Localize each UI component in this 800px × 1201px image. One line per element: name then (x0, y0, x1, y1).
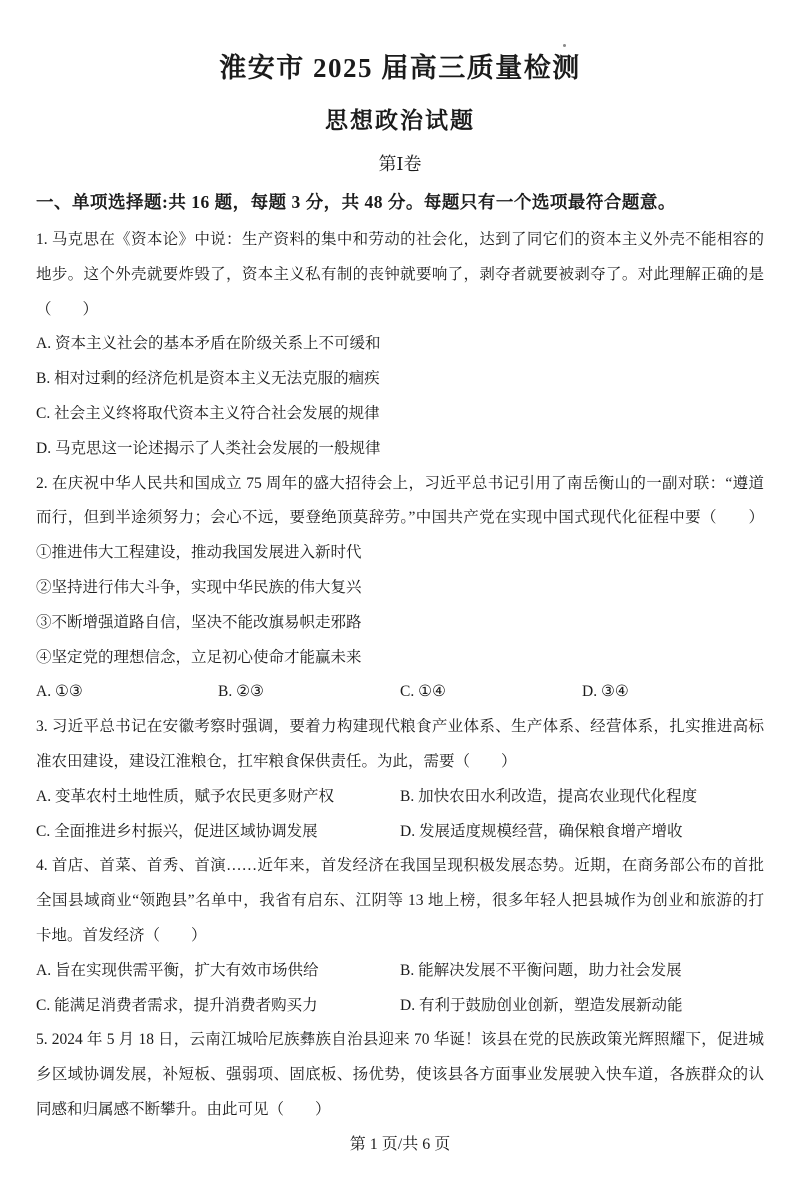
question-4 (36, 849, 764, 1023)
question-4-stem-line-3: 卡地。首发经济（ ） (36, 926, 207, 944)
question-2-option-d: D. ③④ (582, 683, 629, 701)
question-5-stem-line-3: 同感和归属感不断攀升。由此可见（ ） (36, 1100, 331, 1118)
footer-page-indicator: 第 1 页/共 6 页 (349, 1136, 451, 1153)
question-3-option-d: D. 发展适度规模经营，确保粮食增产增收 (400, 822, 683, 840)
question-1-option-a: A. 资本主义社会的基本矛盾在阶级关系上不可缓和 (36, 335, 381, 353)
question-2-statement-4: ④坚定党的理想信念，立足初心使命才能赢未来 (36, 648, 362, 666)
question-2-stem-line-2: 而行，但到半途须努力；会心不远，要登绝顶莫辞劳。”中国共产党在实现中国式现代化征程中要（ ） (36, 509, 764, 527)
question-2-stem-line-1: 2. 在庆祝中华人民共和国成立 75 周年的盛大招待会上，习近平总书记引用了南岳衡山的一副对联：“遵道 (36, 474, 764, 492)
question-4-option-a: A. 旨在实现供需平衡，扩大有效市场供给 (36, 961, 319, 979)
page-title: 淮安市 2025 届高三质量检测 (219, 53, 581, 83)
question-3-options-row-2 (36, 815, 764, 850)
question-1-option-c: C. 社会主义终将取代资本主义符合社会发展的规律 (36, 404, 380, 422)
question-4-option-b: B. 能解决发展不平衡问题，助力社会发展 (400, 961, 682, 979)
questions-area (36, 223, 764, 1128)
question-3 (36, 710, 764, 849)
question-2 (36, 467, 764, 711)
question-2-option-c: C. ①④ (400, 683, 446, 701)
question-3-stem-line-1: 3. 习近平总书记在安徽考察时强调，要着力构建现代粮食产业体系、生产体系、经营体系，扎实推进高标 (36, 718, 764, 736)
question-4-stem-line-2: 全国县域商业“领跑县”名单中，我省有启东、江阴等 13 地上榜，很多年轻人把县城作为创业和旅游的打 (36, 892, 764, 910)
scan-speck (563, 44, 566, 47)
section-heading: 一、单项选择题:共 16 题，每题 3 分，共 48 分。每题只有一个选项最符合题意。 (36, 192, 676, 212)
question-3-options-row-1 (36, 780, 764, 815)
question-4-option-c: C. 能满足消费者需求，提升消费者购买力 (36, 996, 318, 1014)
question-2-statement-2: ②坚持进行伟大斗争，实现中华民族的伟大复兴 (36, 578, 362, 596)
question-3-stem-line-2: 准农田建设，建设江淮粮仓，扛牢粮食保供责任。为此，需要（ ） (36, 752, 517, 770)
question-5-stem-line-1: 5. 2024 年 5 月 18 日，云南江城哈尼族彝族自治县迎来 70 华诞！该县在党的民族政策光辉照耀下，促进城 (36, 1031, 764, 1049)
question-2-option-b: B. ②③ (218, 683, 264, 701)
question-1 (36, 223, 764, 467)
question-2-option-a: A. ①③ (36, 683, 83, 701)
question-5-stem-line-2: 乡区域协调发展，补短板、强弱项、固底板、扬优势，使该县各方面事业发展驶入快车道，各族群众的认 (36, 1066, 764, 1084)
question-3-option-c: C. 全面推进乡村振兴，促进区域协调发展 (36, 822, 318, 840)
question-4-option-d: D. 有利于鼓励创业创新，塑造发展新动能 (400, 996, 683, 1014)
question-4-options-row-1 (36, 954, 764, 989)
question-4-options-row-2 (36, 989, 764, 1024)
question-1-option-b: B. 相对过剩的经济危机是资本主义无法克服的痼疾 (36, 370, 380, 388)
question-1-stem-line-2: 地步。这个外壳就要炸毁了，资本主义私有制的丧钟就要响了，剥夺者就要被剥夺了。对此理解正确的是 (36, 265, 764, 283)
question-3-option-a: A. 变革农村土地性质，赋予农民更多财产权 (36, 787, 334, 805)
question-2-statement-3: ③不断增强道路自信，坚决不能改旗易帜走邪路 (36, 613, 362, 631)
question-1-answer-blank: （ ） (36, 300, 99, 318)
question-4-stem-line-1: 4. 首店、首菜、首秀、首演……近年来，首发经济在我国呈现积极发展态势。近期，在商务部公布的首批 (36, 857, 764, 875)
question-2-statement-1: ①推进伟大工程建设，推动我国发展进入新时代 (36, 544, 362, 562)
question-3-option-b: B. 加快农田水利改造，提高农业现代化程度 (400, 787, 698, 805)
question-5 (36, 1023, 764, 1127)
question-2-options-row (36, 675, 764, 710)
volume-label: 第Ⅰ卷 (378, 154, 422, 174)
page-subtitle: 思想政治试题 (325, 108, 475, 133)
question-1-option-d: D. 马克思这一论述揭示了人类社会发展的一般规律 (36, 439, 381, 457)
question-1-stem-line-1: 1. 马克思在《资本论》中说：生产资料的集中和劳动的社会化，达到了同它们的资本主义外壳不能相容的 (36, 231, 764, 248)
